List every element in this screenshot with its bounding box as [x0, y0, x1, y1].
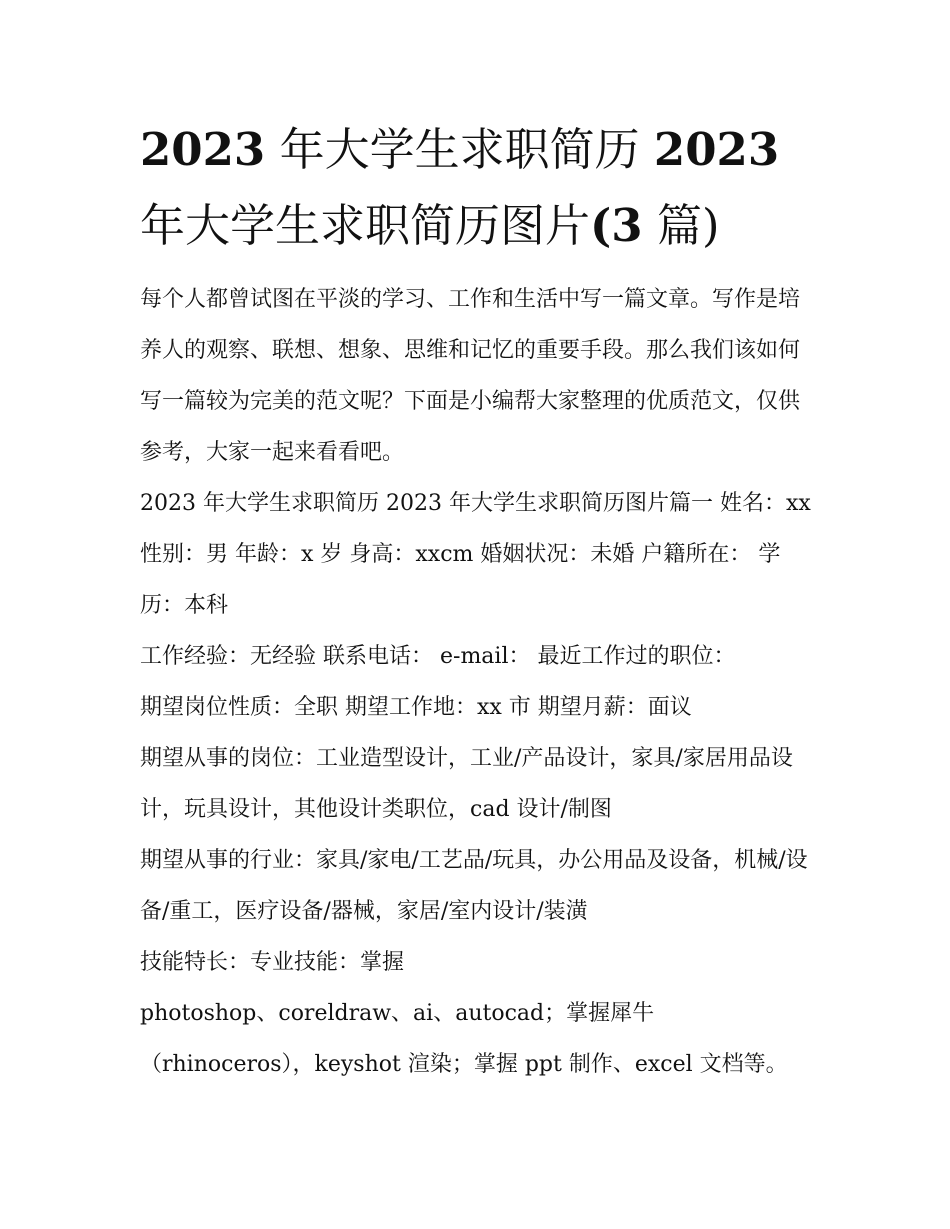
resume-job-preference: 期望岗位性质：全职 期望工作地：xx 市 期望月薪：面议 [140, 695, 692, 720]
resume-desired-position: 期望从事的岗位：工业造型设计，工业/产品设计，家具/家居用品设计，玩具设计，其他设计类职位，cad 设计/制图 [140, 746, 793, 822]
resume-desired-industry: 期望从事的行业：家具/家电/工艺品/玩具，办公用品及设备，机械/设备/重工，医疗设备/器械，家居/室内设计/装潢 [140, 848, 808, 924]
resume-skills-list: photoshop、coreldraw、ai、autocad；掌握犀牛（rhinoceros），keyshot 渲染；掌握 ppt 制作、excel 文档等。 [140, 1001, 788, 1077]
title-count: (3 [590, 199, 643, 252]
title-text-2: 年大学生求职简历图片 [140, 199, 591, 252]
title-text-1: 年大学生求职简历 [279, 123, 640, 176]
title-suffix: 篇) [656, 199, 720, 252]
resume-basic-info: 2023 年大学生求职简历 2023 年大学生求职简历图片篇一 姓名：xx 性别：男 年龄：x 岁 身高：xxcm 婚姻状况：未婚 户籍所在： 学历：本科 [140, 491, 811, 618]
title-year-1: 2023 [140, 123, 266, 176]
page-title [140, 112, 812, 264]
resume-skills-heading: 技能特长：专业技能：掌握 [140, 950, 405, 975]
resume-contact-info: 工作经验：无经验 联系电话： e-mail： 最近工作过的职位： [140, 644, 736, 669]
intro-paragraph: 每个人都曾试图在平淡的学习、工作和生活中写一篇文章。写作是培养人的观察、联想、想象、思维和记忆的重要手段。那么我们该如何写一篇较为完美的范文呢？下面是小编帮大家整理的优质范文，仅供参考，大家一起来看看吧。 [140, 287, 801, 465]
document-page [140, 112, 812, 1090]
title-year-2: 2023 [653, 123, 780, 176]
